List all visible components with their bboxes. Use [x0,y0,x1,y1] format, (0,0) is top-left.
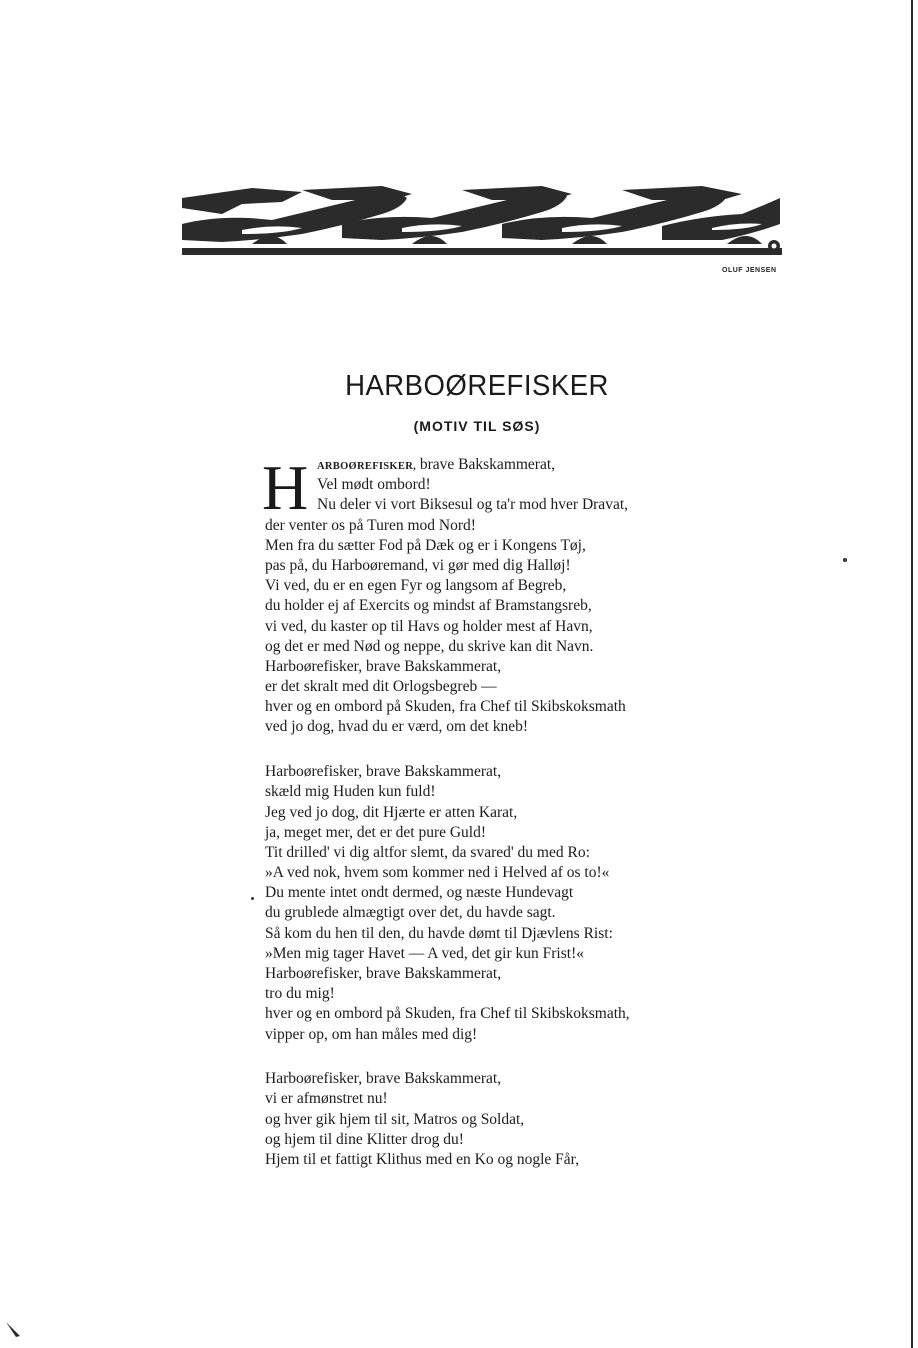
page-title: HARBOØREFISKER [345,370,609,402]
poem-line: du grublede almægtigt over det, du havde sagt. [265,904,556,922]
poem-line: der venter os på Turen mod Nord! [265,516,476,534]
poem-line: hver og en ombord på Skuden, fra Chef til Skibskoksmath, [265,1005,630,1023]
poem-line: er det skralt med dit Orlogsbegreb — [265,678,497,696]
poem-line: hver og en ombord på Skuden, fra Chef til Skibskoksmath [265,698,626,716]
scan-corner-mark [4,1320,24,1340]
poem-line: pas på, du Harboøremand, vi gør med dig Halløj! [265,556,571,574]
poem-line: Harboørefisker, brave Bakskammerat, [265,965,502,982]
stanza-break [265,738,725,763]
poem-line: Vel mødt ombord! [317,476,431,494]
poem-line: og hjem til dine Klitter drog du! [265,1130,464,1148]
poem-line: Men fra du sætter Fod på Dæk og er i Kongens Tøj, [265,536,586,554]
poem-line: ved jo dog, hvad du er værd, om det kneb! [265,718,529,736]
poem-line: vi ved, du kaster op til Havs og holder mest af Havn, [265,617,593,635]
stanza-break [265,1045,725,1070]
poem-line: Jeg ved jo dog, dit Hjærte er atten Karat, [265,803,518,821]
poem-line: vi er afmønstret nu! [265,1090,388,1108]
first-line-rest: brave Bakskammerat, [416,456,556,473]
poem-line: Hjem til et fattigt Klithus med en Ko og nogle Får, [265,1151,580,1168]
drop-cap: H [262,452,309,523]
poem-line: og det er med Nød og neppe, du skrive kan dit Navn. [265,637,594,655]
poem-line: Du mente intet ondt dermed, og næste Hundevagt [265,884,574,902]
first-word-smallcaps: ARBOØREFISKER, [317,461,417,472]
poem-line: du holder ej af Exercits og mindst af Bramstangsreb, [265,597,592,615]
page-edge-line [911,0,913,1348]
ink-speck [843,558,847,562]
artist-signature: OLUF JENSEN [722,267,777,274]
poem-line: og hver gik hjem til sit, Matros og Soldat, [265,1110,525,1128]
poem-line: Vi ved, du er en egen Fyr og langsom af Begreb, [265,577,567,595]
page-subtitle: (MOTIV TIL SØS) [413,418,541,434]
border-ornament [182,184,782,264]
ink-speck [251,897,254,900]
poem-line: Harboørefisker, brave Bakskammerat, [265,763,502,781]
poem-line: Harboørefisker, brave Bakskammerat, [265,657,502,675]
poem-body [262,452,725,1170]
poem-line: »Men mig tager Havet — A ved, det gir kun Frist!« [265,944,584,962]
poem-line: tro du mig! [265,985,335,1003]
poem-line: vipper op, om han måles med dig! [265,1025,478,1043]
poem-line: skæld mig Huden kun fuld! [265,783,436,801]
poem-line: Harboørefisker, brave Bakskammerat, [265,1070,502,1088]
poem-line: Så kom du hen til den, du havde dømt til Djævlens Rist: [265,924,613,942]
poem-line: ja, meget mer, det er det pure Guld! [265,823,487,841]
poem-line [265,455,725,475]
poem-line: Nu deler vi vort Biksesul og ta'r mod hver Dravat, [317,496,628,514]
poem-line: »A ved nok, hvem som kommer ned i Helved af os to!« [265,864,610,882]
poem-line: Tit drilled' vi dig altfor slemt, da svared' du med Ro: [265,843,590,861]
